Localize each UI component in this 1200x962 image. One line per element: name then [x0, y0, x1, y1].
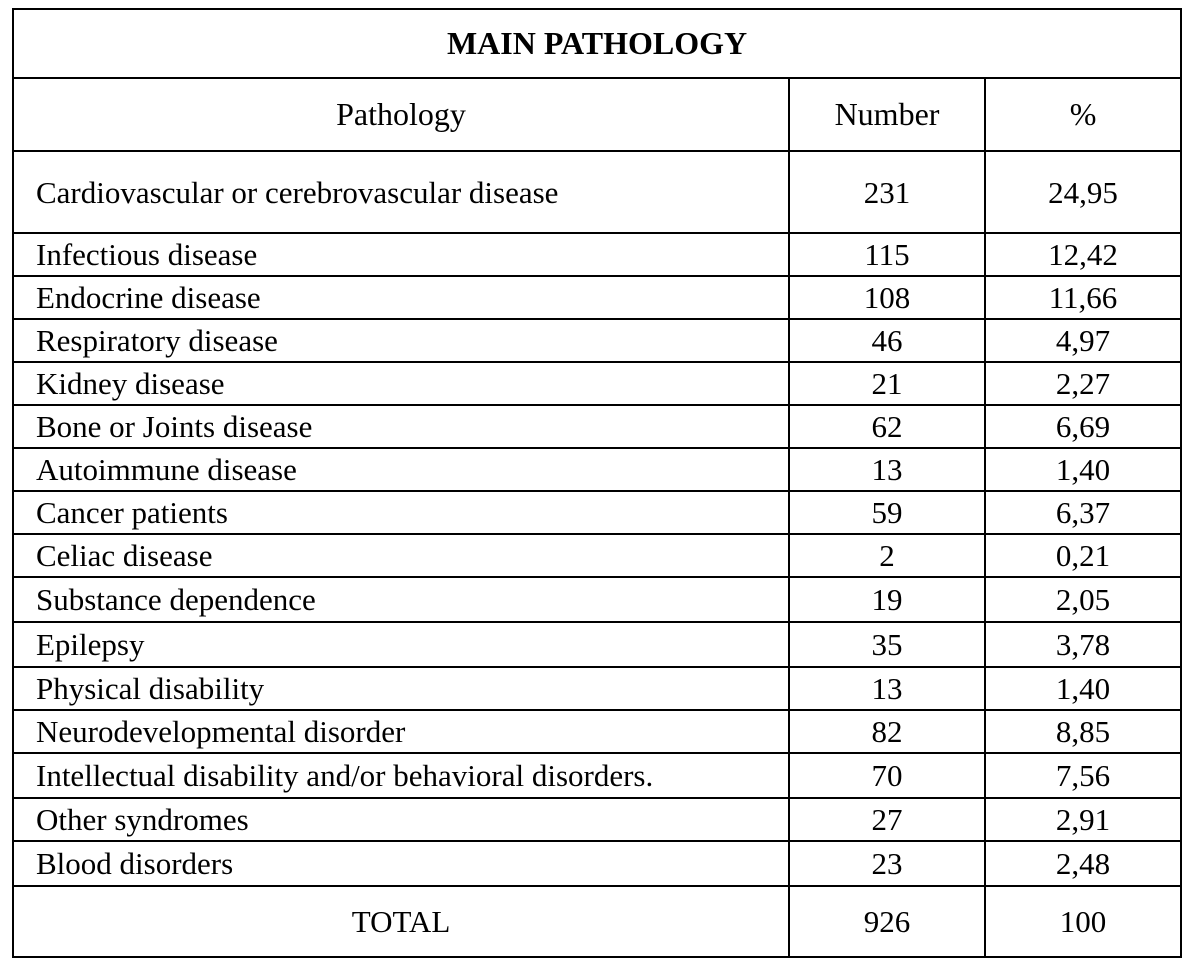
pathology-cell: Neurodevelopmental disorder: [13, 710, 789, 753]
total-label: TOTAL: [13, 886, 789, 957]
number-cell: 2: [789, 534, 985, 577]
percent-cell: 2,05: [985, 577, 1181, 622]
table-row: [13, 491, 1181, 534]
pathology-cell: Cancer patients: [13, 491, 789, 534]
table-row: [13, 753, 1181, 798]
total-row: [13, 886, 1181, 957]
main-pathology-table: [12, 8, 1182, 958]
percent-cell: 4,97: [985, 319, 1181, 362]
table-row: [13, 319, 1181, 362]
table-row: [13, 151, 1181, 233]
number-cell: 108: [789, 276, 985, 319]
number-cell: 13: [789, 448, 985, 491]
pathology-cell: Celiac disease: [13, 534, 789, 577]
table-row: [13, 362, 1181, 405]
number-cell: 62: [789, 405, 985, 448]
pathology-cell: Substance dependence: [13, 577, 789, 622]
percent-cell: 0,21: [985, 534, 1181, 577]
pathology-cell: Blood disorders: [13, 841, 789, 886]
percent-cell: 8,85: [985, 710, 1181, 753]
percent-cell: 6,37: [985, 491, 1181, 534]
total-percent: 100: [985, 886, 1181, 957]
table-row: [13, 841, 1181, 886]
table-header-row: [13, 78, 1181, 151]
pathology-cell: Intellectual disability and/or behavioral disorders.: [13, 753, 789, 798]
number-cell: 23: [789, 841, 985, 886]
pathology-cell: Bone or Joints disease: [13, 405, 789, 448]
table-title-row: [13, 9, 1181, 78]
percent-cell: 1,40: [985, 448, 1181, 491]
percent-cell: 7,56: [985, 753, 1181, 798]
pathology-cell: Cardiovascular or cerebrovascular disease: [13, 151, 789, 233]
pathology-cell: Physical disability: [13, 667, 789, 710]
pathology-cell: Other syndromes: [13, 798, 789, 841]
table-row: [13, 405, 1181, 448]
percent-cell: 6,69: [985, 405, 1181, 448]
number-cell: 82: [789, 710, 985, 753]
percent-cell: 2,91: [985, 798, 1181, 841]
table-row: [13, 233, 1181, 276]
table-row: [13, 276, 1181, 319]
number-cell: 13: [789, 667, 985, 710]
percent-cell: 2,48: [985, 841, 1181, 886]
table-row: [13, 448, 1181, 491]
table-row: [13, 577, 1181, 622]
table-row: [13, 710, 1181, 753]
pathology-cell: Epilepsy: [13, 622, 789, 667]
pathology-cell: Respiratory disease: [13, 319, 789, 362]
number-cell: 21: [789, 362, 985, 405]
number-cell: 59: [789, 491, 985, 534]
number-cell: 46: [789, 319, 985, 362]
number-cell: 19: [789, 577, 985, 622]
header-percent: %: [985, 78, 1181, 151]
table-title: MAIN PATHOLOGY: [13, 9, 1181, 78]
number-cell: 70: [789, 753, 985, 798]
pathology-cell: Infectious disease: [13, 233, 789, 276]
header-pathology: Pathology: [13, 78, 789, 151]
pathology-cell: Endocrine disease: [13, 276, 789, 319]
percent-cell: 11,66: [985, 276, 1181, 319]
table-row: [13, 667, 1181, 710]
percent-cell: 3,78: [985, 622, 1181, 667]
percent-cell: 1,40: [985, 667, 1181, 710]
pathology-cell: Kidney disease: [13, 362, 789, 405]
number-cell: 115: [789, 233, 985, 276]
percent-cell: 12,42: [985, 233, 1181, 276]
percent-cell: 24,95: [985, 151, 1181, 233]
table-row: [13, 534, 1181, 577]
number-cell: 27: [789, 798, 985, 841]
pathology-cell: Autoimmune disease: [13, 448, 789, 491]
percent-cell: 2,27: [985, 362, 1181, 405]
number-cell: 35: [789, 622, 985, 667]
total-number: 926: [789, 886, 985, 957]
header-number: Number: [789, 78, 985, 151]
table-row: [13, 798, 1181, 841]
table-row: [13, 622, 1181, 667]
number-cell: 231: [789, 151, 985, 233]
